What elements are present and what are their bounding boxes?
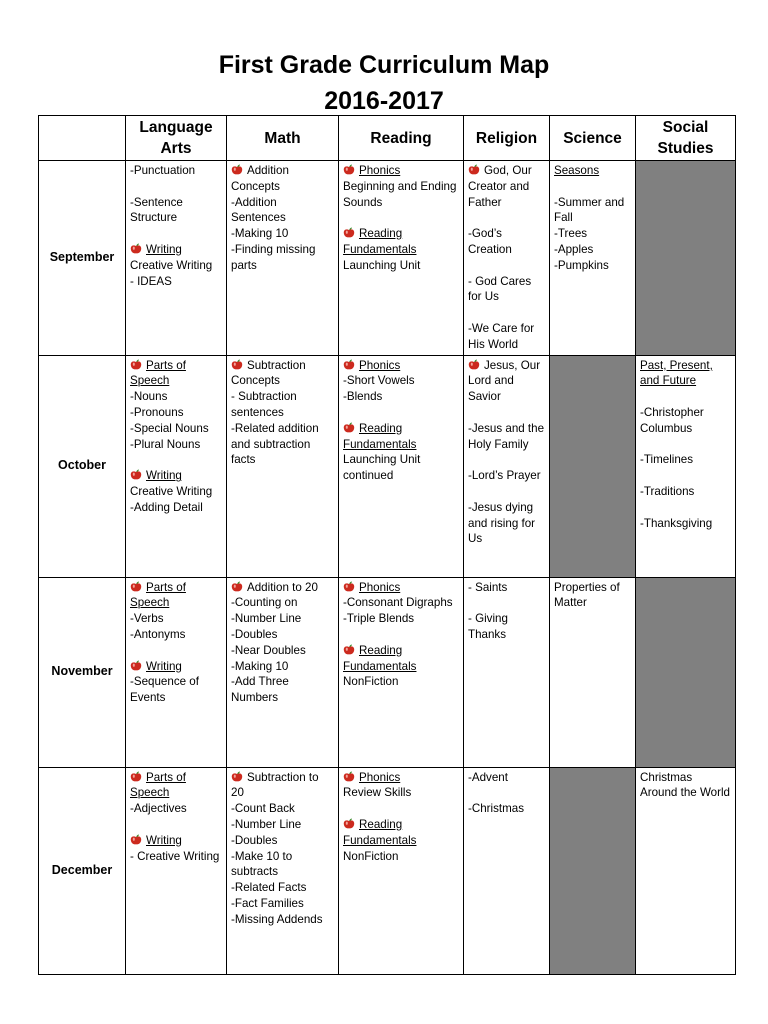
topic-heading: Addition Concepts [231, 164, 289, 193]
topic-heading: Phonics [359, 358, 401, 372]
topic-line: -Make 10 to subtracts [231, 849, 293, 879]
topic-line: -Missing Addends [231, 912, 323, 926]
apple-icon [343, 581, 355, 592]
topic-line: -Jesus and the Holy Family [468, 421, 545, 451]
topic-line: - IDEAS [130, 274, 172, 288]
topic-line: -God’s Creation [468, 227, 512, 256]
cell-math [227, 161, 339, 356]
topic-line: -Finding missing parts [231, 242, 316, 272]
header-reading: Reading [339, 116, 464, 161]
topic-line: Beginning and Ending Sounds [343, 179, 457, 209]
cell-science [550, 577, 636, 767]
topic-line: - God Cares for Us [468, 274, 532, 304]
topic-heading: Writing [146, 833, 182, 847]
apple-icon [130, 359, 142, 370]
topic-line: -Adding Detail [130, 500, 203, 514]
topic-line: -Fact Families [231, 896, 304, 910]
cell-reading [339, 161, 464, 356]
topic-line: -Sequence of Events [130, 675, 199, 705]
topic-line: -Number Line [231, 817, 302, 831]
cell-math [227, 767, 339, 974]
topic-line: -Trees [554, 227, 588, 241]
apple-icon [231, 164, 243, 175]
topic-line: -Punctuation [130, 164, 196, 177]
cell-reading [339, 767, 464, 974]
cell-science-empty [550, 355, 636, 577]
apple-icon [343, 164, 355, 175]
month-cell: November [39, 577, 126, 767]
cell-language-arts [126, 161, 227, 356]
cell-language-arts [126, 577, 227, 767]
topic-line: - Giving Thanks [468, 612, 508, 641]
apple-icon [468, 359, 480, 370]
apple-icon [343, 771, 355, 782]
topic-line: -Making 10 [231, 659, 289, 673]
cell-social-studies-empty [636, 577, 736, 767]
cell-social-studies [636, 767, 736, 974]
apple-icon [343, 818, 355, 829]
cell-science [550, 161, 636, 356]
topic-line: -Count Back [231, 802, 295, 816]
topic-line: -Triple Blends [343, 612, 415, 626]
topic-line: -Nouns [130, 390, 168, 404]
apple-icon [130, 660, 142, 671]
topic-line: Creative Writing [130, 258, 213, 272]
topic-line: Review Skills [343, 786, 412, 800]
topic-line: -Doubles [231, 627, 278, 641]
topic-heading: Writing [146, 659, 182, 673]
cell-religion [464, 767, 550, 974]
header-math: Math [227, 116, 339, 161]
apple-icon [343, 644, 355, 655]
topic-heading: Seasons [554, 164, 600, 177]
topic-line: -Pumpkins [554, 258, 609, 272]
apple-icon [343, 227, 355, 238]
topic-heading: Addition to 20 [247, 580, 318, 594]
topic-line: -Sentence Structure [130, 195, 183, 225]
topic-line: -Antonyms [130, 627, 186, 641]
page-subtitle-year: 2016-2017 [324, 87, 444, 115]
topic-line: -Christopher Columbus [640, 405, 704, 435]
cell-religion [464, 577, 550, 767]
page-title: First Grade Curriculum Map [218, 51, 550, 79]
topic-line: -Christmas [468, 802, 525, 816]
table-row-september [39, 161, 736, 356]
topic-heading: Reading Fundamentals [343, 817, 417, 847]
apple-icon [130, 834, 142, 845]
apple-icon [130, 771, 142, 782]
topic-line: Christmas Around the World [640, 770, 731, 800]
topic-line: -Timelines [640, 453, 694, 467]
topic-line: NonFiction [343, 849, 399, 863]
table-row-october [39, 355, 736, 577]
topic-line: - Saints [468, 580, 508, 594]
month-cell: September [39, 161, 126, 356]
cell-math [227, 577, 339, 767]
cell-social-studies-empty [636, 161, 736, 356]
topic-line: -Verbs [130, 612, 164, 626]
header-language-arts: Language Arts [126, 116, 227, 161]
cell-religion [464, 161, 550, 356]
topic-heading: God, Our Creator and Father [468, 164, 532, 209]
table-row-november [39, 577, 736, 767]
month-cell: October [39, 355, 126, 577]
topic-heading: Subtraction Concepts [231, 358, 306, 388]
topic-line: -Consonant Digraphs [343, 596, 453, 610]
topic-line: NonFiction [343, 675, 399, 689]
topic-heading: Phonics [359, 770, 401, 784]
cell-language-arts [126, 355, 227, 577]
topic-line: - Subtraction sentences [231, 390, 297, 419]
topic-heading: Phonics [359, 580, 401, 594]
topic-heading: Jesus, Our Lord and Savior [468, 358, 541, 404]
header-social-studies: Social Studies [636, 116, 736, 161]
topic-line: -Short Vowels [343, 374, 415, 388]
topic-heading: Subtraction to 20 [231, 770, 319, 800]
topic-line: -Counting on [231, 596, 298, 610]
topic-line: -Making 10 [231, 227, 289, 241]
cell-religion [464, 355, 550, 577]
apple-icon [343, 422, 355, 433]
apple-icon [130, 469, 142, 480]
topic-line: -Lord’s Prayer [468, 469, 541, 483]
topic-line: -Traditions [640, 484, 695, 498]
topic-line: -Plural Nouns [130, 437, 201, 451]
topic-line: -We Care for His World [468, 321, 535, 351]
apple-icon [130, 581, 142, 592]
topic-line: Creative Writing [130, 484, 213, 498]
header-religion: Religion [464, 116, 550, 161]
topic-line: -Near Doubles [231, 643, 306, 657]
topic-line: -Related addition and subtraction facts [231, 421, 319, 467]
topic-line: -Related Facts [231, 881, 307, 895]
table-row-december [39, 767, 736, 974]
topic-line: -Summer and Fall [554, 195, 625, 225]
topic-heading: Parts of Speech [130, 358, 186, 388]
cell-social-studies [636, 355, 736, 577]
topic-heading: Writing [146, 469, 182, 483]
topic-line: Properties of Matter [554, 580, 620, 610]
header-month [39, 116, 126, 161]
topic-line: -Jesus dying and rising for Us [468, 500, 536, 546]
topic-heading: Phonics [359, 164, 401, 177]
topic-line: -Doubles [231, 833, 278, 847]
topic-line: -Apples [554, 242, 594, 256]
topic-heading: Past, Present, and Future [640, 358, 713, 388]
header-science: Science [550, 116, 636, 161]
month-cell: December [39, 767, 126, 974]
cell-math [227, 355, 339, 577]
topic-heading: Parts of Speech [130, 770, 186, 800]
cell-language-arts [126, 767, 227, 974]
topic-line: -Pronouns [130, 405, 184, 419]
topic-heading: Parts of Speech [130, 580, 186, 610]
topic-line: -Add Three Numbers [231, 675, 289, 705]
topic-heading: Reading Fundamentals [343, 227, 417, 256]
topic-line: -Blends [343, 390, 383, 404]
cell-reading [339, 355, 464, 577]
topic-heading: Reading Fundamentals [343, 421, 417, 451]
apple-icon [130, 243, 142, 254]
topic-line: -Number Line [231, 612, 302, 626]
apple-icon [231, 359, 243, 370]
cell-science-empty [550, 767, 636, 974]
topic-line: Launching Unit continued [343, 453, 421, 483]
header-row [39, 116, 736, 161]
curriculum-table [38, 115, 736, 975]
apple-icon [468, 164, 480, 175]
topic-line: -Addition Sentences [231, 195, 286, 225]
topic-line: -Special Nouns [130, 421, 209, 435]
apple-icon [231, 581, 243, 592]
topic-heading: Reading Fundamentals [343, 643, 417, 673]
topic-line: Launching Unit [343, 258, 421, 272]
topic-line: -Thanksgiving [640, 516, 713, 530]
cell-reading [339, 577, 464, 767]
apple-icon [231, 771, 243, 782]
topic-line: - Creative Writing [130, 849, 220, 863]
topic-line: -Adjectives [130, 802, 187, 816]
topic-heading: Writing [146, 242, 182, 256]
topic-line: -Advent [468, 770, 508, 784]
apple-icon [343, 359, 355, 370]
